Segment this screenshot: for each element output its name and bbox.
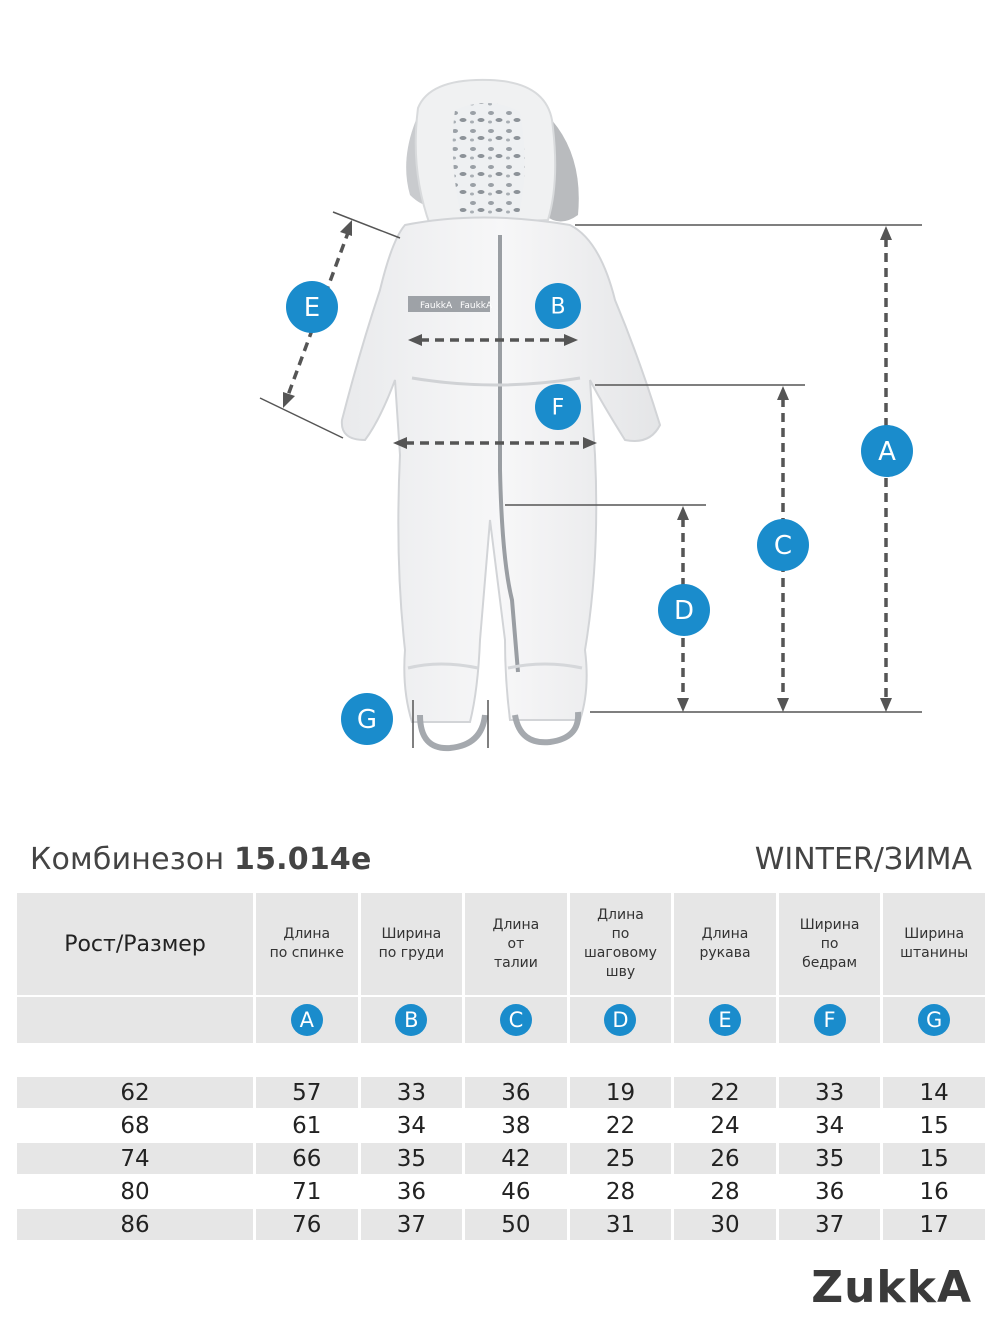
column-header-a	[256, 893, 358, 995]
title-row	[0, 838, 1000, 886]
value-cell: 28	[674, 1176, 776, 1209]
size-column-header: Рост/Размер	[17, 893, 253, 995]
value-cell: 42	[465, 1143, 567, 1176]
value-cell: 71	[256, 1176, 358, 1209]
value-cell: 19	[570, 1077, 672, 1110]
column-header-line: Ширина	[799, 916, 860, 933]
product-name: Комбинезон	[30, 842, 225, 877]
value-cell: 36	[361, 1176, 463, 1209]
letter-cell	[779, 995, 881, 1043]
value-cell: 36	[465, 1077, 567, 1110]
value-cell: 30	[674, 1209, 776, 1242]
letter-badge-g: G	[918, 1004, 950, 1036]
column-header-line: по спинке	[269, 945, 344, 961]
value-cell: 35	[779, 1143, 881, 1176]
letter-cell	[883, 995, 985, 1043]
value-cell: 76	[256, 1209, 358, 1242]
column-header-g	[883, 893, 985, 995]
spacer-cell	[674, 1043, 776, 1077]
column-header-line: шаговому	[583, 945, 657, 961]
value-cell: 24	[674, 1110, 776, 1143]
onesie-illustration	[342, 80, 660, 748]
letter-cell	[256, 995, 358, 1043]
column-header-d	[570, 893, 672, 995]
column-header-line: по груди	[378, 945, 445, 961]
column-header-line: по	[611, 926, 630, 942]
column-header-line: Длина	[597, 907, 644, 923]
spacer-cell	[17, 1043, 253, 1077]
badge-d	[658, 584, 710, 636]
size-cell: 62	[17, 1077, 253, 1110]
table-row	[17, 1143, 985, 1176]
season-label: WINTER/ЗИМА	[754, 842, 972, 877]
brand-logo: ZukkA	[811, 1262, 972, 1313]
letter-badge-b: B	[395, 1004, 427, 1036]
letter-cell	[465, 995, 567, 1043]
letter-cell	[361, 995, 463, 1043]
badge-d-letter: D	[673, 596, 695, 626]
product-code: 15.014e	[234, 842, 372, 877]
value-cell: 16	[883, 1176, 985, 1209]
value-cell: 26	[674, 1143, 776, 1176]
value-cell: 36	[779, 1176, 881, 1209]
value-cell: 66	[256, 1143, 358, 1176]
product-title	[30, 842, 372, 877]
value-cell: 14	[883, 1077, 985, 1110]
value-cell: 34	[779, 1110, 881, 1143]
column-header-f	[779, 893, 881, 995]
column-header-line: по	[820, 935, 839, 952]
spacer-cell	[256, 1043, 358, 1077]
empty-cell	[17, 995, 253, 1043]
column-header-line: Ширина	[381, 926, 442, 942]
spacer-cell	[570, 1043, 672, 1077]
letter-cell	[674, 995, 776, 1043]
value-cell: 22	[570, 1110, 672, 1143]
letter-badge-a: A	[291, 1004, 323, 1036]
badge-c	[757, 519, 809, 571]
value-cell: 15	[883, 1143, 985, 1176]
value-cell: 31	[570, 1209, 672, 1242]
size-cell: 68	[17, 1110, 253, 1143]
size-cell: 86	[17, 1209, 253, 1242]
table-row	[17, 1209, 985, 1242]
value-cell: 50	[465, 1209, 567, 1242]
badge-b-letter: B	[550, 294, 566, 320]
letter-badge-c: C	[500, 1004, 532, 1036]
column-header-line: Длина	[492, 916, 540, 933]
badge-a	[861, 425, 913, 477]
value-cell: 22	[674, 1077, 776, 1110]
value-cell: 17	[883, 1209, 985, 1242]
column-header-line: Длина	[701, 926, 749, 942]
badge-g	[341, 693, 393, 745]
badge-b	[535, 283, 581, 329]
column-header-line: талии	[493, 954, 538, 971]
column-header-line: от	[507, 935, 525, 952]
size-cell: 80	[17, 1176, 253, 1209]
badge-f-letter: F	[551, 395, 565, 421]
value-cell: 33	[361, 1077, 463, 1110]
value-cell: 25	[570, 1143, 672, 1176]
column-header-line: Ширина	[904, 926, 965, 942]
column-header-line: рукава	[699, 945, 751, 961]
column-header-b	[361, 893, 463, 995]
value-cell: 37	[361, 1209, 463, 1242]
table-row	[17, 1176, 985, 1209]
column-header-c	[465, 893, 567, 995]
letter-badge-f: F	[814, 1004, 846, 1036]
column-header-line: Длина	[283, 926, 331, 942]
badge-e-letter: E	[303, 293, 321, 323]
column-header-e	[674, 893, 776, 995]
value-cell: 35	[361, 1143, 463, 1176]
column-header-line: шву	[605, 964, 636, 980]
value-cell: 57	[256, 1077, 358, 1110]
letter-cell	[570, 995, 672, 1043]
letter-badge-e: E	[709, 1004, 741, 1036]
value-cell: 15	[883, 1110, 985, 1143]
size-cell: 74	[17, 1143, 253, 1176]
value-cell: 61	[256, 1110, 358, 1143]
column-header-line: бедрам	[802, 954, 858, 971]
value-cell: 37	[779, 1209, 881, 1242]
column-header-line: штанины	[900, 945, 969, 961]
letter-badge-d: D	[604, 1004, 636, 1036]
spacer-cell	[779, 1043, 881, 1077]
garment-label: FaukkA	[420, 301, 453, 311]
size-table	[14, 893, 988, 1242]
value-cell: 34	[361, 1110, 463, 1143]
table-letter-row	[17, 995, 985, 1043]
spacer-cell	[883, 1043, 985, 1077]
value-cell: 46	[465, 1176, 567, 1209]
badge-e	[286, 281, 338, 333]
badge-c-letter: C	[773, 531, 793, 561]
table-row	[17, 1110, 985, 1143]
garment-label: FaukkA	[460, 301, 493, 311]
table-header-row	[17, 893, 985, 995]
badge-a-letter: A	[878, 437, 896, 467]
value-cell: 33	[779, 1077, 881, 1110]
spacer-cell	[465, 1043, 567, 1077]
value-cell: 38	[465, 1110, 567, 1143]
table-spacer	[17, 1043, 985, 1077]
badge-g-letter: G	[356, 705, 378, 735]
value-cell: 28	[570, 1176, 672, 1209]
spacer-cell	[361, 1043, 463, 1077]
table-row	[17, 1077, 985, 1110]
badge-f	[535, 384, 581, 430]
